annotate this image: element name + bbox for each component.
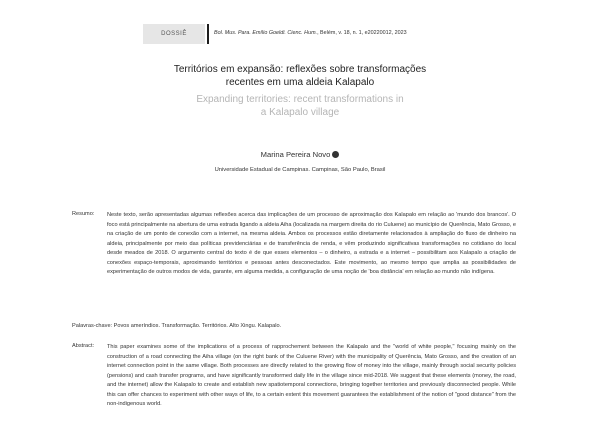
journal-name: Bol. Mus. Para. Emílio Goeldi. Cienc. Hum. bbox=[214, 30, 318, 36]
abstract-label: Abstract: bbox=[72, 343, 95, 349]
article-title-portuguese bbox=[130, 63, 470, 89]
resumo-label: Resumo: bbox=[72, 211, 95, 217]
header-divider bbox=[207, 24, 209, 44]
article-title-english bbox=[130, 93, 470, 119]
title-en-line-2: a Kalapalo village bbox=[260, 107, 340, 118]
keywords-label: Palavras-chave: bbox=[72, 323, 113, 329]
running-header bbox=[143, 24, 473, 44]
keywords-text: Povos ameríndios. Transformação. Territórios. Alto Xingu. Kalapalo. bbox=[113, 323, 282, 329]
resumo-text: Neste texto, serão apresentadas algumas reflexões acerca das implicações de um processo de aproximação dos Kalapalo em relação ao 'mundo dos brancos'. O foco está principalmente na abertura de uma estrada ligando a aldeia Aiha (localizada na margem direita do rio Culuene) ao município de Querência, Mato Grosso, e na criação de um ponto de conexão com a internet, na mesma aldeia. Ambos os processos estão diretamente relacionados à ampliação do fluxo de dinheiro na aldeia, principalmente por meio das políticas previdenciárias e de transferência de renda, e vêm produzindo significativas transformações no cotidiano do local desde meados de 2018. O argumento central do texto é de que esses elementos – o dinheiro, a estrada e a internet – possibilitam aos Kalapalo a criação de conexões espaço-temporais, aproximando territórios e pessoas antes desconectados. Este movimento, ao mesmo tempo que amplia as possibilidades de experimentação de outros modos de vida, garante, em alguma medida, a configuração de uma noção de 'boa distância' em relação ao mundo não indígena. bbox=[107, 212, 516, 275]
title-pt-line-1: Territórios em expansão: reflexões sobre transformações bbox=[173, 64, 427, 75]
author-affiliation: Universidade Estadual de Campinas. Campinas, São Paulo, Brasil bbox=[214, 167, 386, 173]
keywords-line bbox=[72, 323, 281, 329]
orcid-icon[interactable] bbox=[332, 151, 339, 158]
author-line bbox=[150, 150, 450, 159]
abstract-text: This paper examines some of the implications of a process of rapprochement between the Kalapalo and the "world of white people," focusing mainly on the construction of a road connecting the Aiha village (on the right bank of the Culuene River) with the municipality of Querência, Mato Grosso, and the creation of an internet connection point in the same village. Both processes are directly related to the growing flow of money into the village, mainly through social security policies (pensions) and cash transfer programs, and have significantly transformed daily life in the village since mid-2018. We suggest that these elements (money, the road, and the internet) allow the Kalapalo to create and establish new spatiotemporal connections, bringing together territories and previously disconnected people. While this can offer chances to experiment with other ways of life, to a certain extent this movement guarantees the establishment of the notion of "good distance" from the non-indigenous world. bbox=[107, 344, 516, 407]
journal-citation bbox=[214, 30, 407, 36]
journal-volume: , Belém, v. 18, n. 1, e20220012, 2023 bbox=[317, 30, 407, 36]
title-pt-line-2: recentes em uma aldeia Kalapalo bbox=[225, 77, 375, 88]
section-badge: DOSSIÊ bbox=[143, 24, 205, 44]
title-en-line-1: Expanding territories: recent transformations in bbox=[196, 94, 404, 105]
author-name: Marina Pereira Novo bbox=[260, 150, 331, 159]
